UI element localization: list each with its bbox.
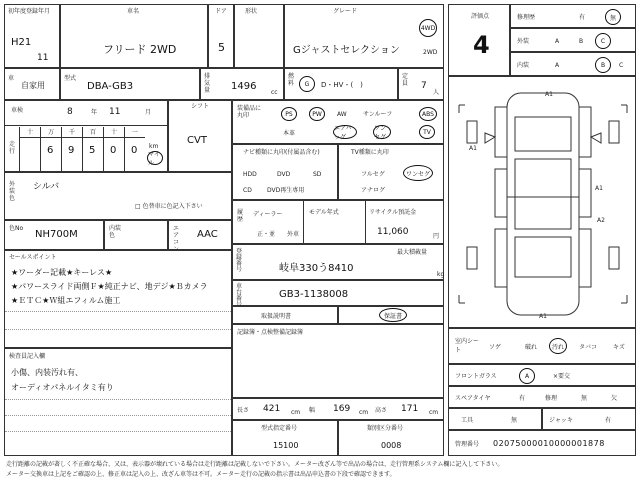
equip-aw: AW <box>337 111 347 118</box>
equip-ps-circle: PS <box>281 107 297 121</box>
reg-month: 11 <box>37 53 49 63</box>
car-diagram-cell <box>448 76 636 328</box>
interior-b-circle: B <box>595 57 611 73</box>
shift-label: シフト <box>191 103 210 110</box>
length-value: 421 <box>263 404 281 414</box>
width-value: 169 <box>333 404 351 414</box>
interior-color-label: 内装色 <box>109 225 122 239</box>
exterior-a: A <box>555 38 560 45</box>
sales-cell <box>4 250 232 348</box>
equip-tv-circle: TV <box>419 125 435 139</box>
inspection-label: 車検 <box>11 107 24 114</box>
manual-cell <box>232 306 338 324</box>
inspection-cell <box>4 100 168 172</box>
color-note: □ 色替車に色記入下さい <box>135 203 203 210</box>
inspection-year-unit: 年 <box>91 109 98 116</box>
mileage-digit-header-line <box>19 137 145 138</box>
shape-label: 形状 <box>245 8 258 15</box>
tools-value: 無 <box>511 417 518 424</box>
inspector-note-cell <box>4 348 232 456</box>
color-code-cell <box>4 220 104 250</box>
exterior-c-circle: C <box>595 33 611 49</box>
mileage-digit: 9 <box>68 145 75 156</box>
spare-none: 無 <box>581 395 588 402</box>
history-label: 履歴 <box>237 209 244 223</box>
mileage-digit-divider <box>103 127 104 173</box>
ac-value: AAC <box>197 229 218 240</box>
score-label: 評価点 <box>471 13 490 20</box>
tv-label: TV種類に丸印 <box>351 149 389 156</box>
door-value: 5 <box>218 41 225 54</box>
nav-label: ナビ種類に丸印 <box>243 149 286 156</box>
seats-label: 室内シート <box>455 338 480 354</box>
door-cell <box>208 4 234 68</box>
fuel-options: D・HV・( ) <box>321 81 363 89</box>
damage-a1-left: A1 <box>469 145 477 152</box>
nav-dvd-play: DVD再生専用 <box>267 187 305 194</box>
nav-hdd: HDD <box>243 171 257 178</box>
nav-sub-label: (付属品含む) <box>285 149 320 156</box>
dealer-label: ディーラー <box>253 211 283 218</box>
model-value: DBA-GB3 <box>87 81 134 92</box>
seat-tear: 破れ <box>525 344 538 351</box>
mileage-digit-label: 一 <box>132 129 139 136</box>
glass-label: フロントガラス <box>455 373 497 380</box>
drive-4wd-circle: 4WD <box>419 19 437 37</box>
interior-cell <box>510 52 636 76</box>
repair-yes: 有 <box>579 14 586 21</box>
height-label: 高さ <box>375 407 388 414</box>
plate-label: 登録番号 <box>236 248 243 273</box>
model-year-label: モデル年式 <box>309 209 339 216</box>
capacity-unit: 人 <box>433 89 440 96</box>
nav-cell <box>232 144 338 200</box>
plate-value: 岐阜330う8410 <box>279 263 354 274</box>
mileage-digit-label: 十 <box>111 129 118 136</box>
color-cell <box>4 172 232 220</box>
mileage-digit-divider <box>19 127 20 173</box>
tv-cell <box>338 144 444 200</box>
mileage-unit-mile-circle: マイル <box>147 151 163 165</box>
class-cell <box>338 420 444 456</box>
spare-label: スペアタイヤ <box>455 395 491 402</box>
seats-cell <box>448 328 636 364</box>
tv-oneseg-circle: ワンセグ <box>403 165 433 181</box>
sales-label: セールスポイント <box>9 254 57 261</box>
ac-label: エアコン <box>173 225 180 253</box>
inspection-year: 8 <box>67 107 73 117</box>
spare-yes: 有 <box>519 395 526 402</box>
max-load-label: 最大積載量 <box>397 249 428 256</box>
manual-label: 取扱説明書 <box>261 313 292 320</box>
width-unit: cm <box>359 409 369 416</box>
mileage-label: 走行 <box>9 141 16 155</box>
class-value: 0008 <box>381 441 402 450</box>
ac-cell <box>168 220 232 253</box>
equipment-label: 装備品に丸印 <box>237 105 262 119</box>
width-label: 幅 <box>309 407 316 414</box>
vin-cell <box>232 280 444 306</box>
glass-cell <box>448 364 636 386</box>
inspection-month: 11 <box>109 107 121 117</box>
frame-type-label: 型式指定番号 <box>261 425 298 432</box>
color-code-label: 色No <box>9 225 24 232</box>
glass-a-circle: A <box>519 368 535 384</box>
exterior-b: B <box>579 38 584 45</box>
recycle-value: 11,060 <box>377 227 409 237</box>
tools-label: 工具 <box>461 417 474 424</box>
equip-oneseg-circle: ワンセグ <box>373 125 391 139</box>
fuel-label: 燃料 <box>288 73 295 87</box>
frame-type-value: 15100 <box>273 441 299 450</box>
jack-value: 有 <box>605 417 612 424</box>
damage-a1-right: A1 <box>595 185 603 192</box>
repair-cell <box>510 4 636 28</box>
other-label: 外車 <box>287 231 300 238</box>
model-cell <box>60 68 200 100</box>
drive-2wd: 2WD <box>423 49 438 56</box>
mgmt-cell <box>448 430 636 456</box>
mileage-digit: 0 <box>110 145 117 156</box>
car-diagram <box>449 77 637 329</box>
use-value: 自家用 <box>21 81 45 90</box>
mileage-digit-divider <box>124 127 125 173</box>
interior-color-cell <box>104 220 168 250</box>
warranty-circle: 保証書 <box>379 308 407 322</box>
mileage-digit-divider <box>40 127 41 173</box>
mileage-digit-label: 万 <box>48 129 55 136</box>
damage-a2-right: A2 <box>597 217 605 224</box>
mileage-digit-divider <box>61 127 62 173</box>
length-unit: cm <box>291 409 301 416</box>
footer-note-1: 走行距離の記載が著しく不正確な場合、又は、表示器が壊れている場合は走行距離は記載しないで下さい。メーター改ざん等で出品の場合は、走行管理系システム欄に記入して下さい。 <box>6 461 504 468</box>
height-value: 171 <box>401 404 419 414</box>
frame-type-cell <box>232 420 338 456</box>
equip-airbag-circle: エアバッグ <box>333 125 357 139</box>
recycle-unit: 円 <box>433 233 440 240</box>
car-name-label: 車名 <box>127 8 140 15</box>
color-code-value: NH700M <box>35 229 78 240</box>
mileage-digit-label: 百 <box>90 129 97 136</box>
score-value: 4 <box>473 31 490 59</box>
reg-date-cell <box>4 4 60 68</box>
seat-scratch: キズ <box>613 344 625 351</box>
use-label: 車 <box>8 75 15 82</box>
cc-cell <box>200 68 284 100</box>
interior-label: 内装 <box>517 62 530 69</box>
color-value: シルバ <box>33 182 60 192</box>
cc-value: 1496 <box>231 81 257 92</box>
vin-value: GB3-1138008 <box>279 289 349 300</box>
mileage-unit-km: km <box>149 143 159 150</box>
mileage-digit-label: 十 <box>27 129 34 136</box>
equip-leather: 本革 <box>283 130 296 137</box>
grade-cell <box>284 4 444 68</box>
length-label: 長さ <box>237 407 250 414</box>
capacity-cell <box>398 68 444 100</box>
cc-label: 排気量 <box>204 73 211 94</box>
car-name-cell <box>60 4 208 68</box>
mileage-digit: 0 <box>131 145 138 156</box>
mgmt-value: 02075000010000001878 <box>493 439 605 448</box>
tv-analog: アナログ <box>361 187 386 194</box>
nav-dvd: DVD <box>277 171 291 178</box>
repair-no-circle: 無 <box>605 9 621 25</box>
mileage-digit: 5 <box>89 145 96 156</box>
color-label: 外装色 <box>9 181 16 202</box>
cc-unit: cc <box>271 89 278 96</box>
spare-cell <box>448 386 636 408</box>
tools-cell <box>448 408 542 430</box>
capacity-label: 定員 <box>402 73 409 87</box>
mileage-digit-label: 千 <box>69 129 76 136</box>
score-cell <box>448 4 510 76</box>
nav-sd: SD <box>313 171 322 178</box>
mileage-digit-divider <box>82 127 83 173</box>
records-label: 記録簿・点検整備記録簿 <box>237 329 304 336</box>
sales-line-2: ★パワースライド両側Ｆ★純正ナビ、地デジ★Ｂカメラ <box>11 282 208 291</box>
auction-sheet <box>4 4 636 456</box>
footer-note-2: メーター交換車は上記をご確認の上、修正車は記入の上、改ざん車等は不可。メーター走行の記載の指示書は出品申込書の下段で確認できます。 <box>6 471 396 478</box>
door-label: ドア <box>215 8 227 15</box>
grade-label: グレード <box>333 8 358 15</box>
vin-label: 車台番号 <box>236 283 243 308</box>
equip-abs-circle: ABS <box>419 107 437 121</box>
history-cell <box>232 200 444 244</box>
dimensions-cell <box>232 398 444 420</box>
seat-stain-circle: 汚れ <box>549 338 567 354</box>
model-label: 型式 <box>64 75 77 82</box>
equip-sunroof: サンルーフ <box>363 111 393 118</box>
equip-pw-circle: PW <box>309 107 325 121</box>
interior-a: A <box>555 62 560 69</box>
jack-label: ジャッキ <box>549 417 573 424</box>
inspector-note-line-2: オーディオパネルイタミ有り <box>11 383 114 392</box>
fuel-circle: G <box>299 76 315 92</box>
class-label: 類別区分番号 <box>367 425 404 432</box>
damage-a1-front: A1 <box>545 91 553 98</box>
fuel-cell <box>284 68 398 100</box>
interior-c: C <box>619 62 624 69</box>
inspector-note-label: 検査員記入欄 <box>9 353 46 360</box>
dealer-options: 正・並 <box>257 231 276 238</box>
repair-label: 修理歴 <box>517 14 536 21</box>
exterior-cell <box>510 28 636 52</box>
records-cell <box>232 324 444 398</box>
reg-date-label: 初年度登録年月 <box>8 8 51 15</box>
sales-line-1: ★ワーダー記載★キーレス★ <box>11 268 113 277</box>
warranty-cell <box>338 306 444 324</box>
mileage-digit: 6 <box>47 145 54 156</box>
car-name-value: フリード 2WD <box>103 43 177 56</box>
reg-year: H21 <box>11 37 32 48</box>
max-load-unit: kg <box>437 271 445 278</box>
grade-value: Gジャストセレクション <box>293 45 400 56</box>
sales-line-3: ★ＥＴＣ★Ｗ組エフィルム施工 <box>11 296 121 305</box>
capacity-value: 7 <box>421 81 427 91</box>
equipment-cell <box>232 100 444 144</box>
tv-fullseg: フルセグ <box>361 171 385 178</box>
nav-cd: CD <box>243 187 252 194</box>
inspector-note-line-1: 小傷、内装汚れ有、 <box>11 368 83 377</box>
glass-replace: ×要交 <box>553 373 571 380</box>
seat-sag: ソゲ <box>489 344 501 351</box>
seat-tobacco: タバコ <box>579 344 597 351</box>
spare-repair: 修理 <box>545 395 558 402</box>
plate-cell <box>232 244 444 280</box>
damage-a1-rear: A1 <box>539 313 547 320</box>
exterior-label: 外装 <box>517 38 530 45</box>
mgmt-label: 管理番号 <box>455 441 480 448</box>
jack-cell <box>542 408 636 430</box>
shape-cell <box>234 4 284 68</box>
height-unit: cm <box>429 409 439 416</box>
recycle-label: リサイクル預託金 <box>369 209 417 216</box>
use-cell <box>4 68 60 100</box>
inspection-month-unit: 月 <box>145 109 152 116</box>
shift-cell <box>168 100 232 172</box>
shift-value: CVT <box>187 135 207 146</box>
spare-missing: 欠 <box>611 395 618 402</box>
